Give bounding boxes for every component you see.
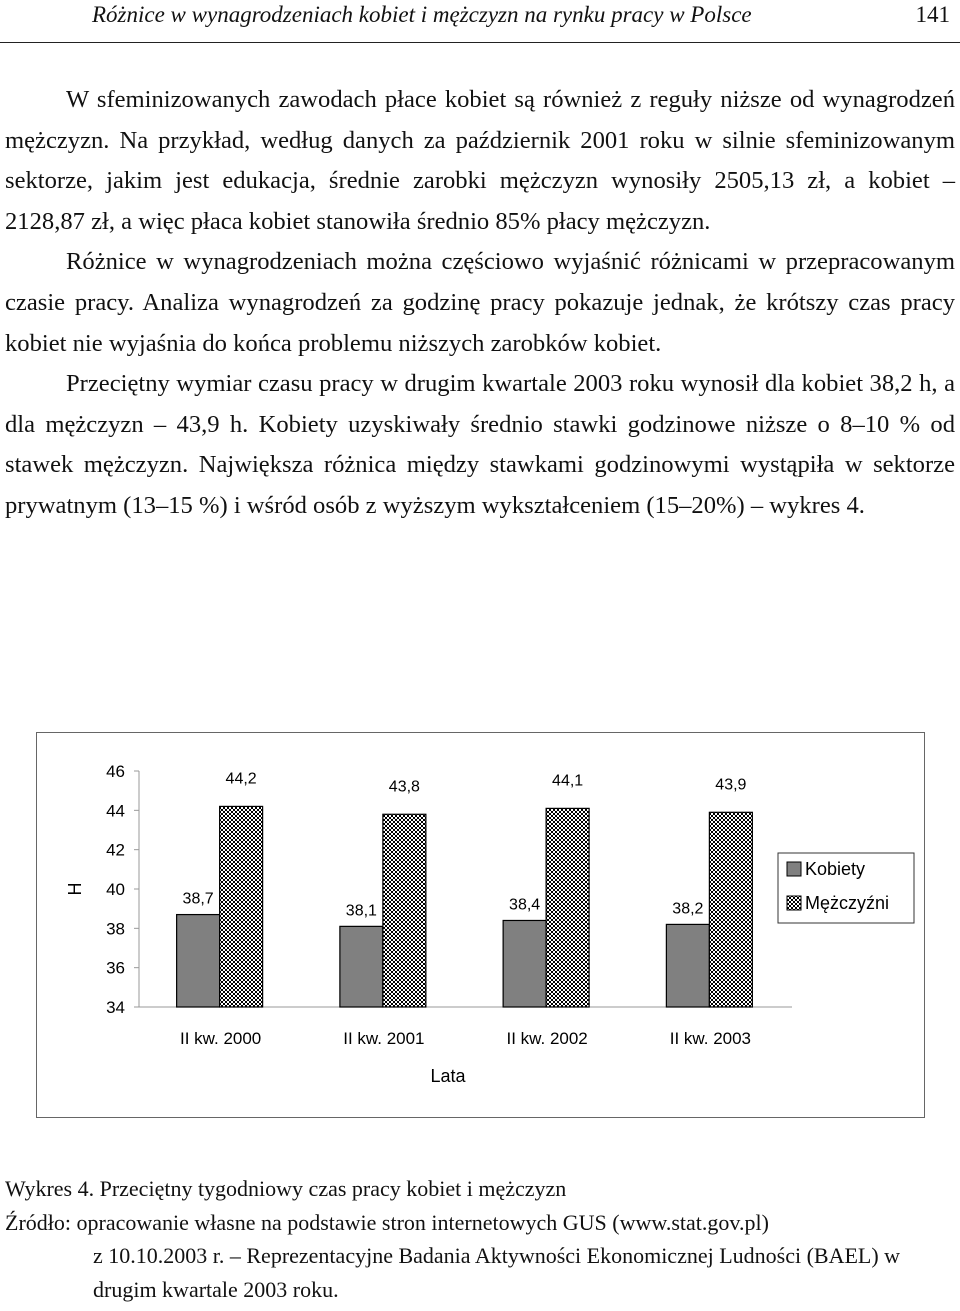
legend-swatch (787, 896, 801, 910)
y-tick-label: 38 (106, 919, 125, 939)
bar-mezczyzni (546, 808, 589, 1007)
data-label: 44,1 (552, 772, 584, 790)
y-tick-label: 46 (106, 762, 125, 781)
page-number: 141 (915, 2, 950, 27)
bar-kobiety (177, 915, 220, 1007)
source-line-continued: z 10.10.2003 r. – Reprezentacyjne Badania Aktywności Ekonomicznej Ludności (BAEL) w drugim kwartale 2003 roku. (93, 1243, 901, 1302)
y-tick-label: 42 (106, 840, 125, 860)
data-label: 44,2 (225, 770, 257, 788)
paragraph: Różnice w wynagrodzeniach można częściowo wyjaśnić różnicami w przepracowanym czasie pracy. Analiza wynagrodzeń za godzinę pracy pokazuje jednak, że krótszy czas pracy kobiet nie wyjaśnia do końca problemu niższych zarobków kobiet. (5, 248, 955, 357)
legend-label: Mężczyźni (805, 893, 890, 913)
running-title: Różnice w wynagrodzeniach kobiet i mężczyzn na rynku pracy w Polsce (92, 2, 752, 27)
data-label: 38,4 (509, 896, 541, 914)
x-tick-label: II kw. 2003 (669, 1029, 752, 1048)
y-tick-label: 40 (106, 880, 125, 899)
paragraph: W sfeminizowanych zawodach płace kobiet są również z reguły niższe od wynagrodzeń mężczyzn. Na przykład, według danych za październik 2001 roku w silnie sfeminizowanym sektorze, jakim jest edukacja, średnie zarobki mężczyzn wynosiły 2505,13 zł, a kobiet – 2128,87 zł, a więc płaca kobiet stanowiła średnio 85% płacy mężczyzn. (5, 86, 955, 235)
bar-kobiety (340, 926, 383, 1007)
page-header (0, 0, 960, 43)
bar-kobiety (666, 924, 709, 1007)
bar-mezczyzni (383, 814, 426, 1007)
data-label: 43,8 (388, 778, 420, 796)
x-tick-label: II kw. 2002 (506, 1029, 588, 1048)
bar-kobiety (503, 920, 546, 1007)
data-label: 43,9 (715, 776, 747, 794)
legend-swatch (787, 862, 801, 876)
y-tick-label: 36 (106, 958, 125, 978)
bar-chart (37, 733, 924, 1117)
y-axis-title: H (65, 882, 85, 896)
data-label: 38,1 (345, 902, 377, 920)
paragraph: Przeciętny wymiar czasu pracy w drugim kwartale 2003 roku wynosił dla kobiet 38,2 h, a dla mężczyzn – 43,9 h. Kobiety uzyskiwały średnio stawki godzinowe niższe o 8–10 % od stawek mężczyzn. Największa różnica między stawkami godzinowymi wystąpiła w sektorze prywatnym (13–15 %) i wśród osób z wyższym wykształceniem (15–20%) – wykres 4. (5, 370, 955, 519)
chart-frame (36, 732, 925, 1118)
x-axis-title: Lata (430, 1066, 466, 1086)
y-tick-label: 44 (106, 801, 125, 821)
data-label: 38,7 (182, 890, 214, 908)
legend-label: Kobiety (805, 859, 866, 879)
source-line: Źródło: opracowanie własne na podstawie stron internetowych GUS (www.stat.gov.pl) (5, 1209, 769, 1235)
figure-caption-block (5, 1172, 955, 1306)
bar-mezczyzni (220, 806, 263, 1007)
figure-caption: Wykres 4. Przeciętny tygodniowy czas pracy kobiet i mężczyzn (5, 1176, 567, 1201)
data-label: 38,2 (672, 900, 704, 918)
x-tick-label: II kw. 2000 (179, 1029, 262, 1048)
bar-mezczyzni (709, 812, 752, 1007)
body-text (5, 80, 955, 527)
y-tick-label: 34 (106, 998, 125, 1017)
x-tick-label: II kw. 2001 (343, 1029, 425, 1048)
